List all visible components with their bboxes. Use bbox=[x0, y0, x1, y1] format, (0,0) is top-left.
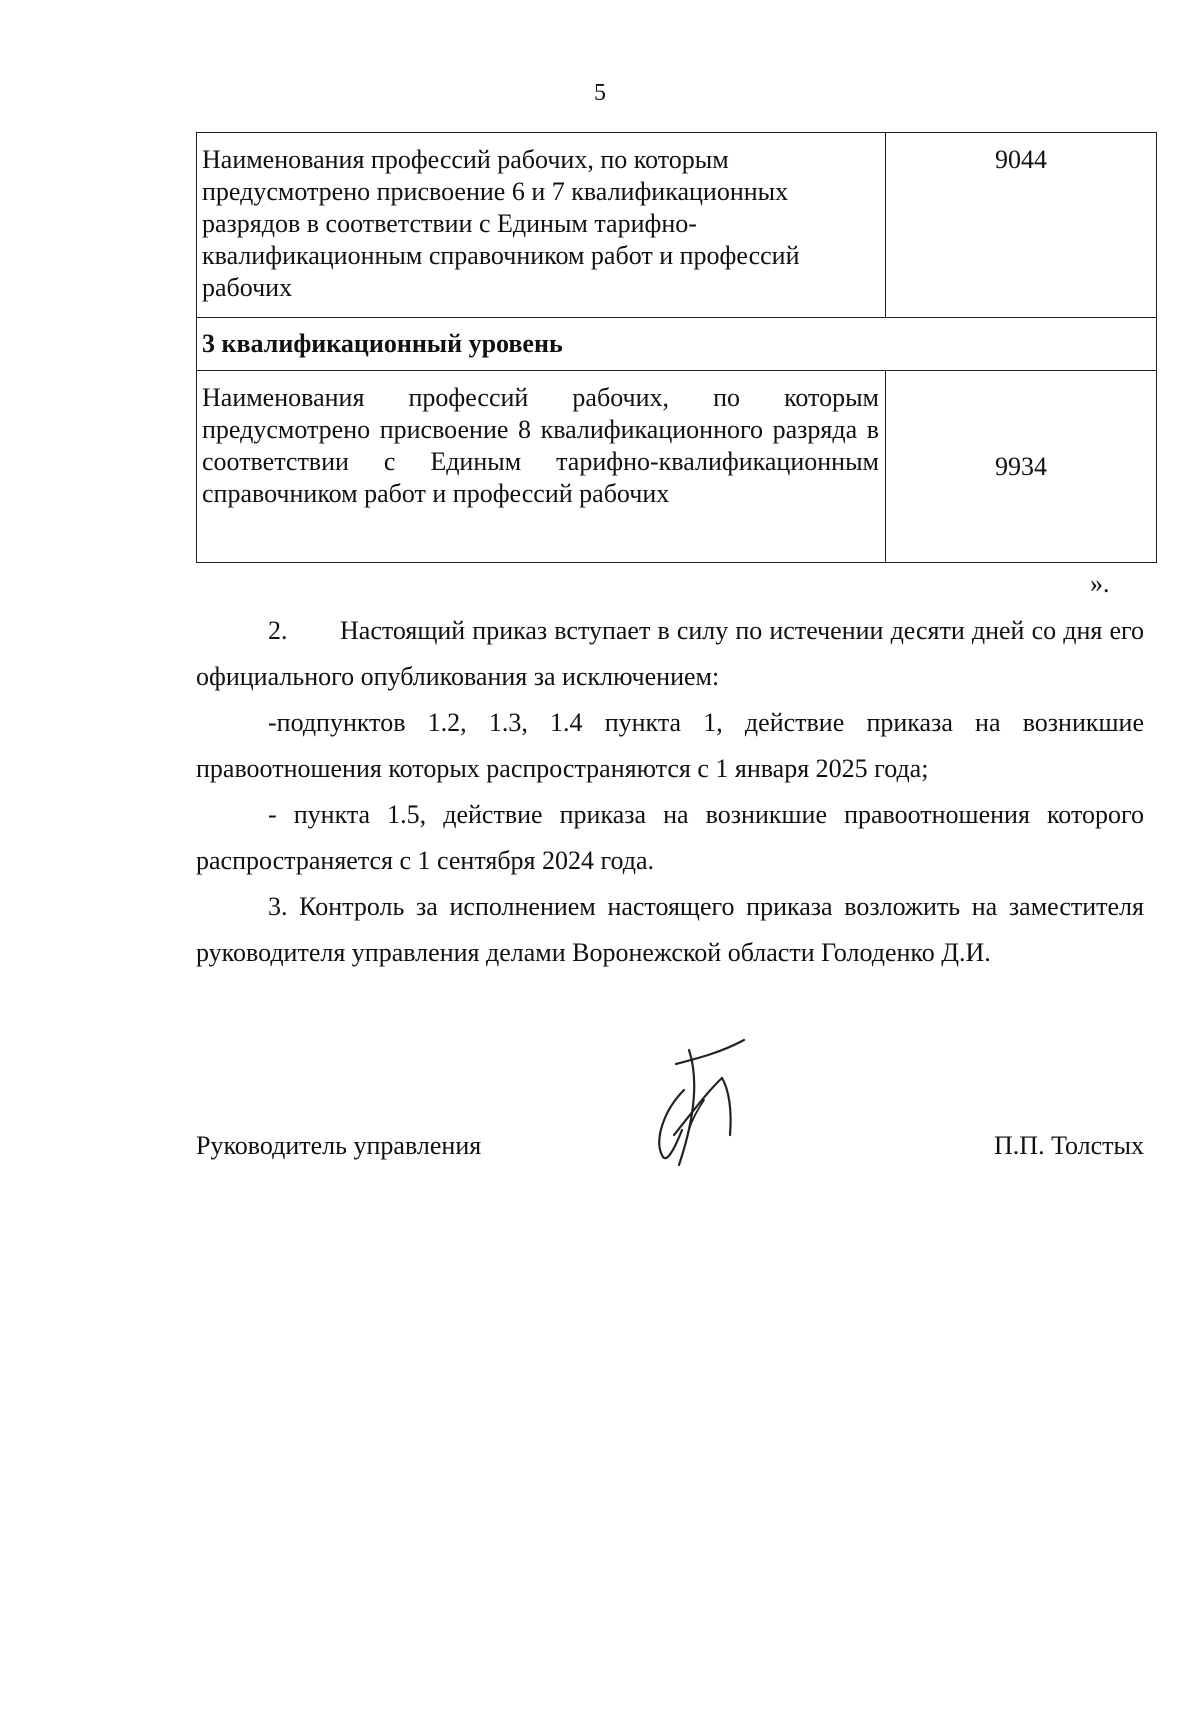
handwritten-signature bbox=[644, 1030, 754, 1170]
paragraph-2 bbox=[196, 608, 1144, 700]
closing-quote: ». bbox=[1090, 569, 1110, 598]
order-body bbox=[196, 608, 1144, 976]
paragraph-2-item-1: -подпунктов 1.2, 1.3, 1.4 пункта 1, действие приказа на возникшие правоотношения которых распространяются с 1 января 2025 года; bbox=[196, 708, 1144, 783]
table-cell-level-heading bbox=[197, 318, 1157, 371]
signatory-name: П.П. Толстых bbox=[994, 1131, 1144, 1160]
paragraph-2-text: Настоящий приказ вступает в силу по истечении десяти дней со дня его официального опубликования за исключением: bbox=[196, 616, 1144, 691]
paragraph-3: 3. Контроль за исполнением настоящего приказа возложить на заместителя руководителя управления делами Воронежской области Голоденко Д.И. bbox=[196, 892, 1144, 967]
table-cell-code bbox=[886, 371, 1157, 563]
paragraph-2-number: 2. bbox=[268, 616, 288, 645]
table-cell-profession bbox=[197, 133, 886, 318]
profession-description: Наименования профессий рабочих, по которым предусмотрено присвоение 8 квалификационного разряда в соответствии с Единым тарифно-квалификационным справочником работ и профессий рабочих bbox=[202, 383, 879, 508]
table-row bbox=[197, 133, 1157, 318]
profession-code: 9044 bbox=[995, 145, 1047, 174]
profession-code: 9934 bbox=[995, 451, 1047, 481]
table-row bbox=[197, 371, 1157, 563]
page-number: 5 bbox=[594, 80, 606, 106]
paragraph-2-item-2: - пункта 1.5, действие приказа на возникшие правоотношения которого распространяется с 1 сентября 2024 года. bbox=[196, 800, 1144, 875]
signature-block bbox=[196, 1130, 1144, 1210]
profession-description: Наименования профессий рабочих, по которым предусмотрено присвоение 6 и 7 квалификационных разрядов в соответствии с Единым тарифно-квалификационным справочником работ и профессий рабочих bbox=[202, 145, 800, 302]
table-cell-profession bbox=[197, 371, 886, 563]
signatory-position: Руководитель управления bbox=[196, 1131, 482, 1160]
table-row-level-heading bbox=[197, 318, 1157, 371]
qualification-table bbox=[196, 132, 1157, 563]
qualification-level-heading: 3 квалификационный уровень bbox=[202, 329, 563, 358]
table-cell-code bbox=[886, 133, 1157, 318]
